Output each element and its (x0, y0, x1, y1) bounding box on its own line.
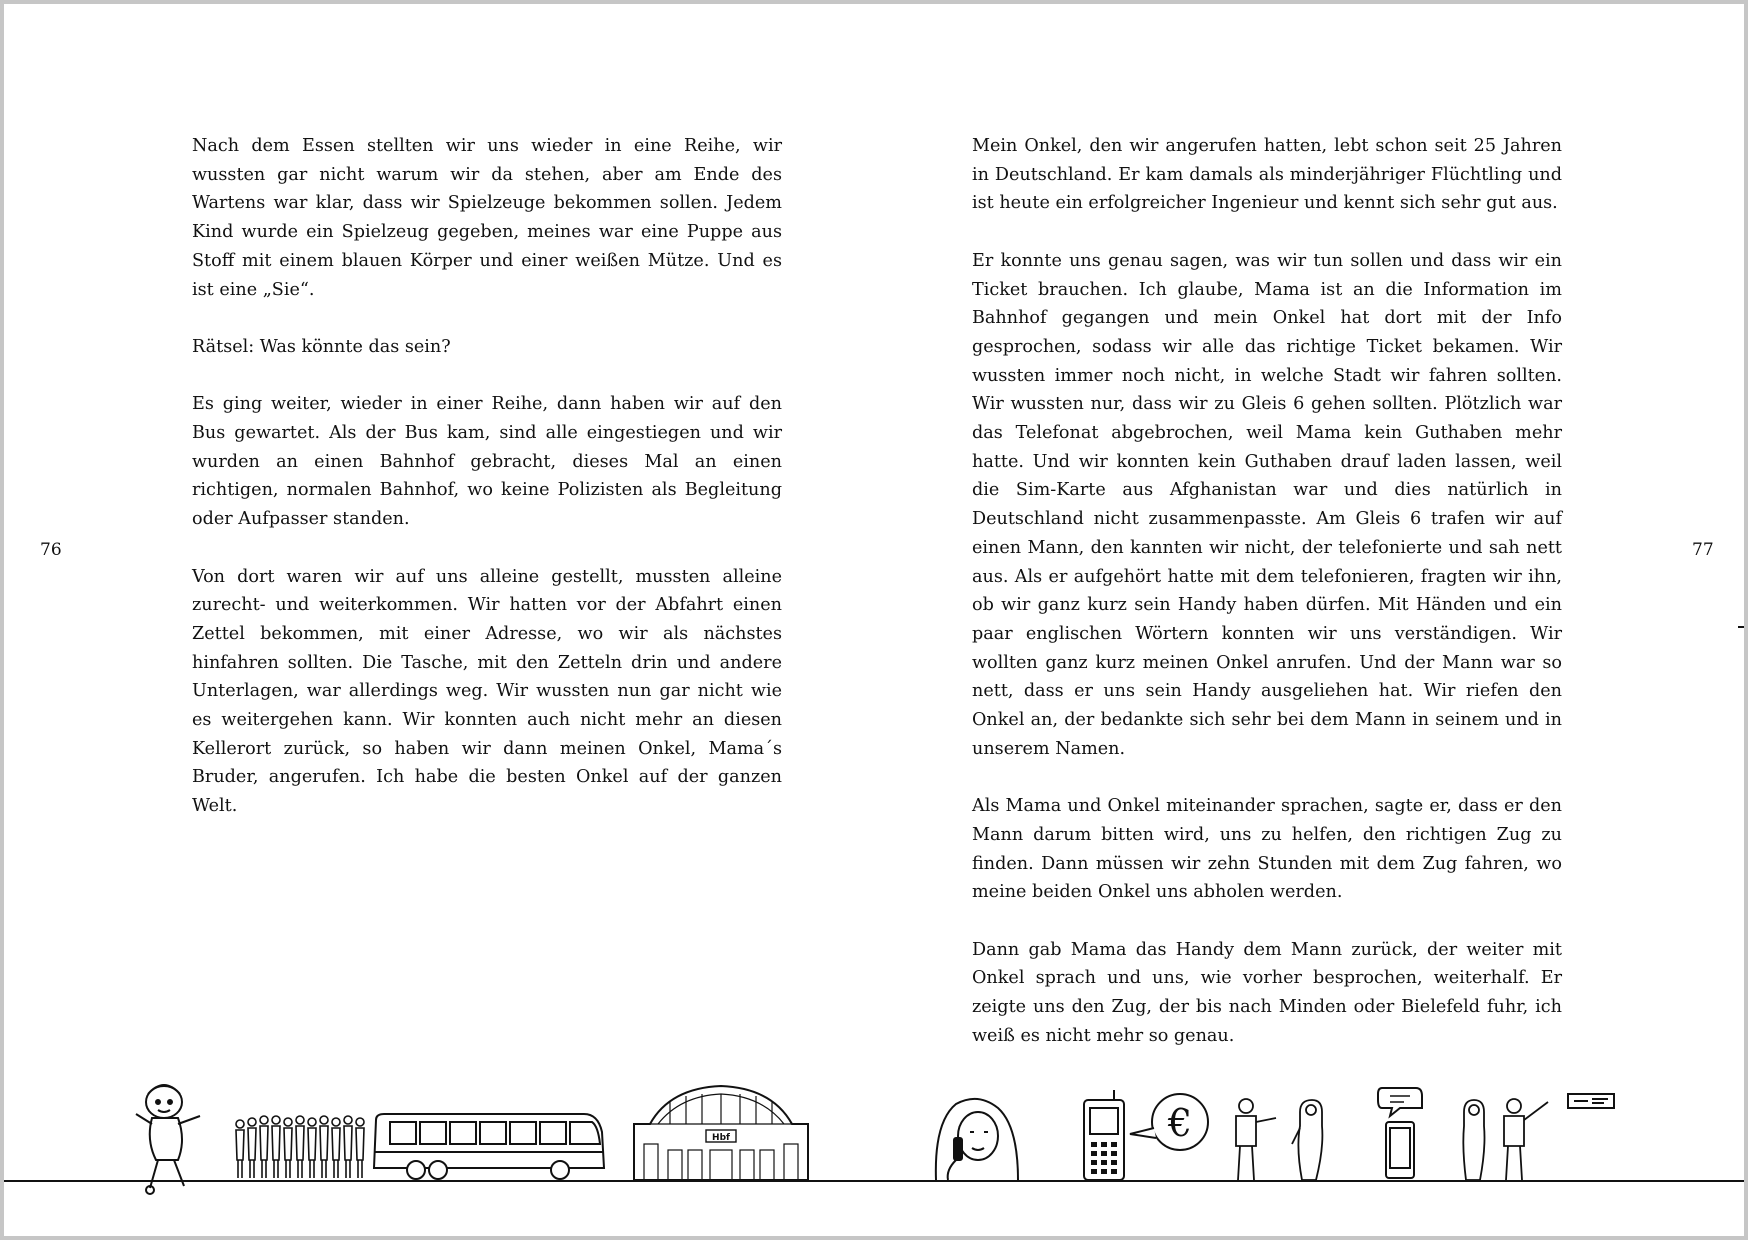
mobile-phone-icon (1080, 1090, 1130, 1182)
paragraph: Dann gab Mama das Handy dem Mann zurück, der weiter mit Onkel sprach und uns, wie vorher besprochen, weiterhalf. Er zeigte uns den Zug, der bis nach Minden oder Bielefeld fuhr, ich weiß es nicht mehr so genau. (972, 939, 1562, 1046)
paragraph: Es ging weiter, wieder in einer Reihe, dann haben wir auf den Bus gewartet. Als der Bus kam, sind alle eingestiegen und wir wurden an einen Bahnhof gebracht, dieses Mal an einen richtigen, normalen Bahnhof, wo keine Polizisten als Begleitung oder Aufpasser standen. (192, 394, 782, 530)
station-sign: Hbf (712, 1133, 730, 1143)
euro-symbol: € (1167, 1101, 1193, 1145)
paragraph: Von dort waren wir auf uns alleine gestellt, mussten alleine zurecht- und weiterkommen. Wir hatten vor der Abfahrt einen Zettel bekommen, mit einer Adresse, wo wir als nächstes hinfahren sollten. Die Tasche, mit den Zetteln drin und andere Unterlagen, war allerdings weg. Wir wussten nun gar nicht wie es weitergehen kann. Wir konnten auch nicht mehr an diesen Kellerort zurück, so haben wir dann meinen Onkel, Mama´s Bruder, angerufen. Ich habe die besten Onkel auf der ganzen Welt. (192, 566, 782, 817)
crop-mark (1738, 626, 1744, 628)
paragraph: Nach dem Essen stellten wir uns wieder in eine Reihe, wir wussten gar nicht warum wir da stehen, aber am Ende des Wartens war klar, dass wir Spielzeuge bekommen sollen. Jedem Kind wurde ein Spielzeug gegeben, meines war eine Puppe aus Stoff mit einem blauen Körper und einer weißen Mütze. Und es ist eine „Sie“. (192, 136, 782, 300)
left-page-text (192, 132, 782, 850)
paragraph: Mein Onkel, den wir angerufen hatten, lebt schon seit 25 Jahren in Deutschland. Er kam damals als minderjähriger Flüchtling und ist heute ein erfolgreicher Ingenieur und kennt sich sehr gut aus. (972, 136, 1562, 214)
book-spread (4, 4, 1744, 1236)
paragraph: Er konnte uns genau sagen, was wir tun sollen und dass wir ein Ticket brauchen. Ich glaube, Mama ist an die Information im Bahnhof gegangen und mein Onkel hat dort mit der Info gesprochen, sodass wir alle das richtige Ticket bekamen. Wir wussten immer noch nicht, in welche Stadt wir fahren sollten. Wir wussten nur, dass wir zu Gleis 6 gehen sollten. Plötzlich war das Telefonat abgebrochen, weil Mama kein Guthaben mehr hatte. Und wir konnten kein Guthaben drauf laden lassen, weil die Sim-Karte aus Afghanistan war und dies natürlich in Deutschland nicht zusammenpasste. Am Gleis 6 trafen wir auf einen Mann, den kannten wir nicht, der telefonierte und sah nett aus. Als er aufgehört hatte mit dem telefonieren, fragten wir ihn, ob wir ganz kurz sein Handy haben dürfen. Mit Händen und ein paar englischen Wörtern konnten wir uns verständigen. Wir wollten ganz kurz meinen Onkel anrufen. Und der Mann war so nett, dass er uns sein Handy ausgeliehen hat. Wir riefen den Onkel an, der bedankte sich sehr bei dem Mann in seinem und in unserem Namen. (972, 250, 1562, 759)
euro-speech-bubble-icon (1128, 1092, 1212, 1158)
paragraph: Als Mama und Onkel miteinander sprachen, sagte er, dass er den Mann darum bitten wird, uns zu helfen, den richtigen Zug zu finden. Dann müssen wir zehn Stunden mit dem Zug fahren, wo meine beiden Onkel uns abholen werden. (972, 796, 1562, 903)
train-ticket-icon (1566, 1092, 1616, 1110)
woman-and-man-pointing-icon (1458, 1096, 1558, 1182)
smartphone-speech-icon (1376, 1086, 1424, 1182)
page-number-left: 76 (40, 540, 62, 560)
right-page-text (972, 132, 1562, 1079)
ground-line (4, 1180, 1744, 1182)
mother-on-phone-icon (926, 1092, 1026, 1182)
paragraph: Rätsel: Was könnte das sein? (192, 336, 451, 357)
bus-icon (370, 1112, 606, 1184)
man-and-woman-talking-icon (1226, 1096, 1336, 1182)
page-number-right: 77 (1692, 540, 1714, 560)
train-station-icon (630, 1084, 812, 1182)
queue-of-people-icon (234, 1110, 374, 1182)
